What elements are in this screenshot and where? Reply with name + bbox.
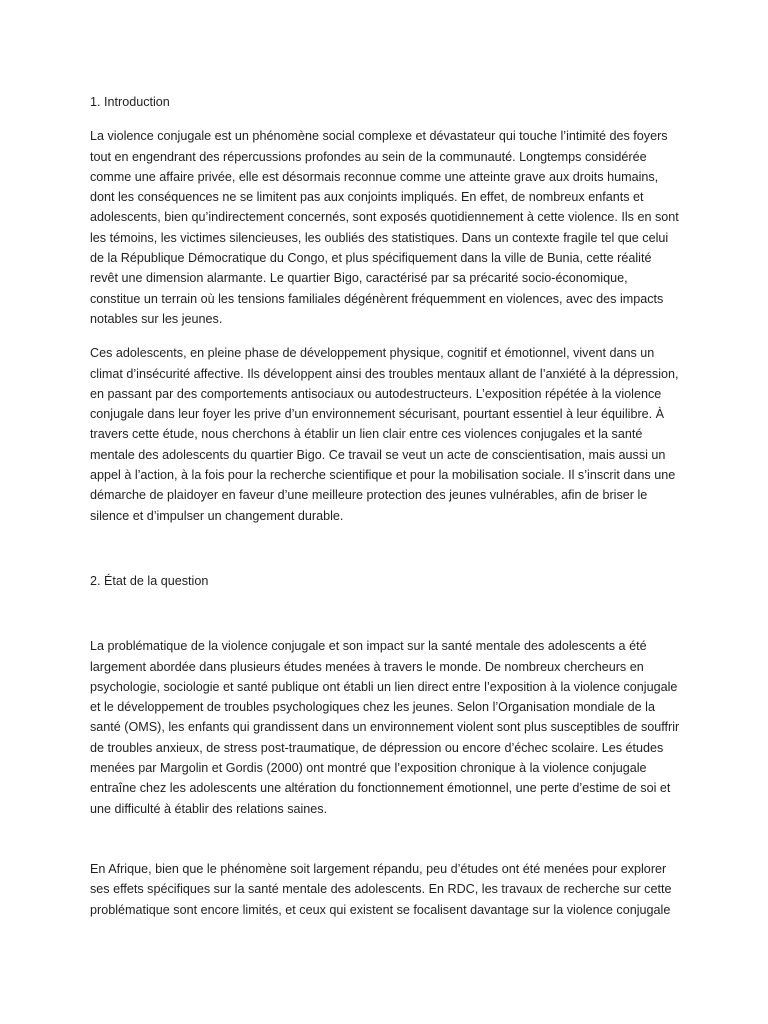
paragraph-intro-1: La violence conjugale est un phénomène social complexe et dévastateur qui touche l’intimité des foyers tout en engendrant des répercussions profondes au sein de la communauté. Longtemps considérée comme une affaire privée, elle est désormais reconnue comme une atteinte grave aux droits humains, dont les conséquences ne se limitent pas aux conjoints impliqués. En effet, de nombreux enfants et adolescents, bien qu’indirectement concernés, sont exposés quotidiennement à cette violence. Ils en sont les témoins, les victimes silencieuses, les oubliés des statistiques. Dans un contexte fragile tel que celui de la République Démocratique du Congo, et plus spécifiquement dans la ville de Bunia, cette réalité revêt une dimension alarmante. Le quartier Bigo, caractérisé par sa précarité socio-économique, constitue un terrain où les tensions familiales dégénèrent fréquemment en violences, avec des impacts notables sur les jeunes. <box>90 129 679 326</box>
document-body <box>90 92 680 920</box>
paragraph-etat-2: En Afrique, bien que le phénomène soit largement répandu, peu d’études ont été menées pour explorer ses effets spécifiques sur la santé mentale des adolescents. En RDC, les travaux de recherche sur cette problématique sont encore limités, et ceux qui existent se focalisent davantage sur la violence conjugale <box>90 861 672 917</box>
paragraph-intro-2: Ces adolescents, en pleine phase de développement physique, cognitif et émotionnel, vivent dans un climat d’insécurité affective. Ils développent ainsi des troubles mentaux allant de l’anxiété à la dépression, en passant par des comportements antisociaux ou autodestructeurs. L’exposition répétée à la violence conjugale dans leur foyer les prive d’un environnement sécurisant, pourtant essentiel à leur équilibre. À travers cette étude, nous cherchons à établir un lien clair entre ces violences conjugales et la santé mentale des adolescents du quartier Bigo. Ce travail se veut un acte de conscientisation, mais aussi un appel à l’action, à la fois pour la recherche scientifique et pour la mobilisation sociale. Il s’inscrit dans une démarche de plaidoyer en faveur d’une meilleure protection des jeunes vulnérables, afin de briser le silence et d’impulser un changement durable. <box>90 346 679 523</box>
section-heading-introduction: 1. Introduction <box>90 95 170 109</box>
section-heading-etat-question: 2. État de la question <box>90 573 209 588</box>
paragraph-etat-1: La problématique de la violence conjugale et son impact sur la santé mentale des adolescents a été largement abordée dans plusieurs études menées à travers le monde. De nombreux chercheurs en psychologie, sociologie et santé publique ont établi un lien direct entre l’exposition à la violence conjugale et le développement de troubles psychologiques chez les jeunes. Selon l’Organisation mondiale de la santé (OMS), les enfants qui grandissent dans un environnement violent sont plus susceptibles de souffrir de troubles anxieux, de stress post-traumatique, de dépression ou encore d’échec scolaire. Les études menées par Margolin et Gordis (2000) ont montré que l’exposition chronique à la violence conjugale entraîne chez les adolescents une altération du fonctionnement émotionnel, une perte d’estime de soi et une difficulté à établir des relations saines. <box>90 639 680 816</box>
